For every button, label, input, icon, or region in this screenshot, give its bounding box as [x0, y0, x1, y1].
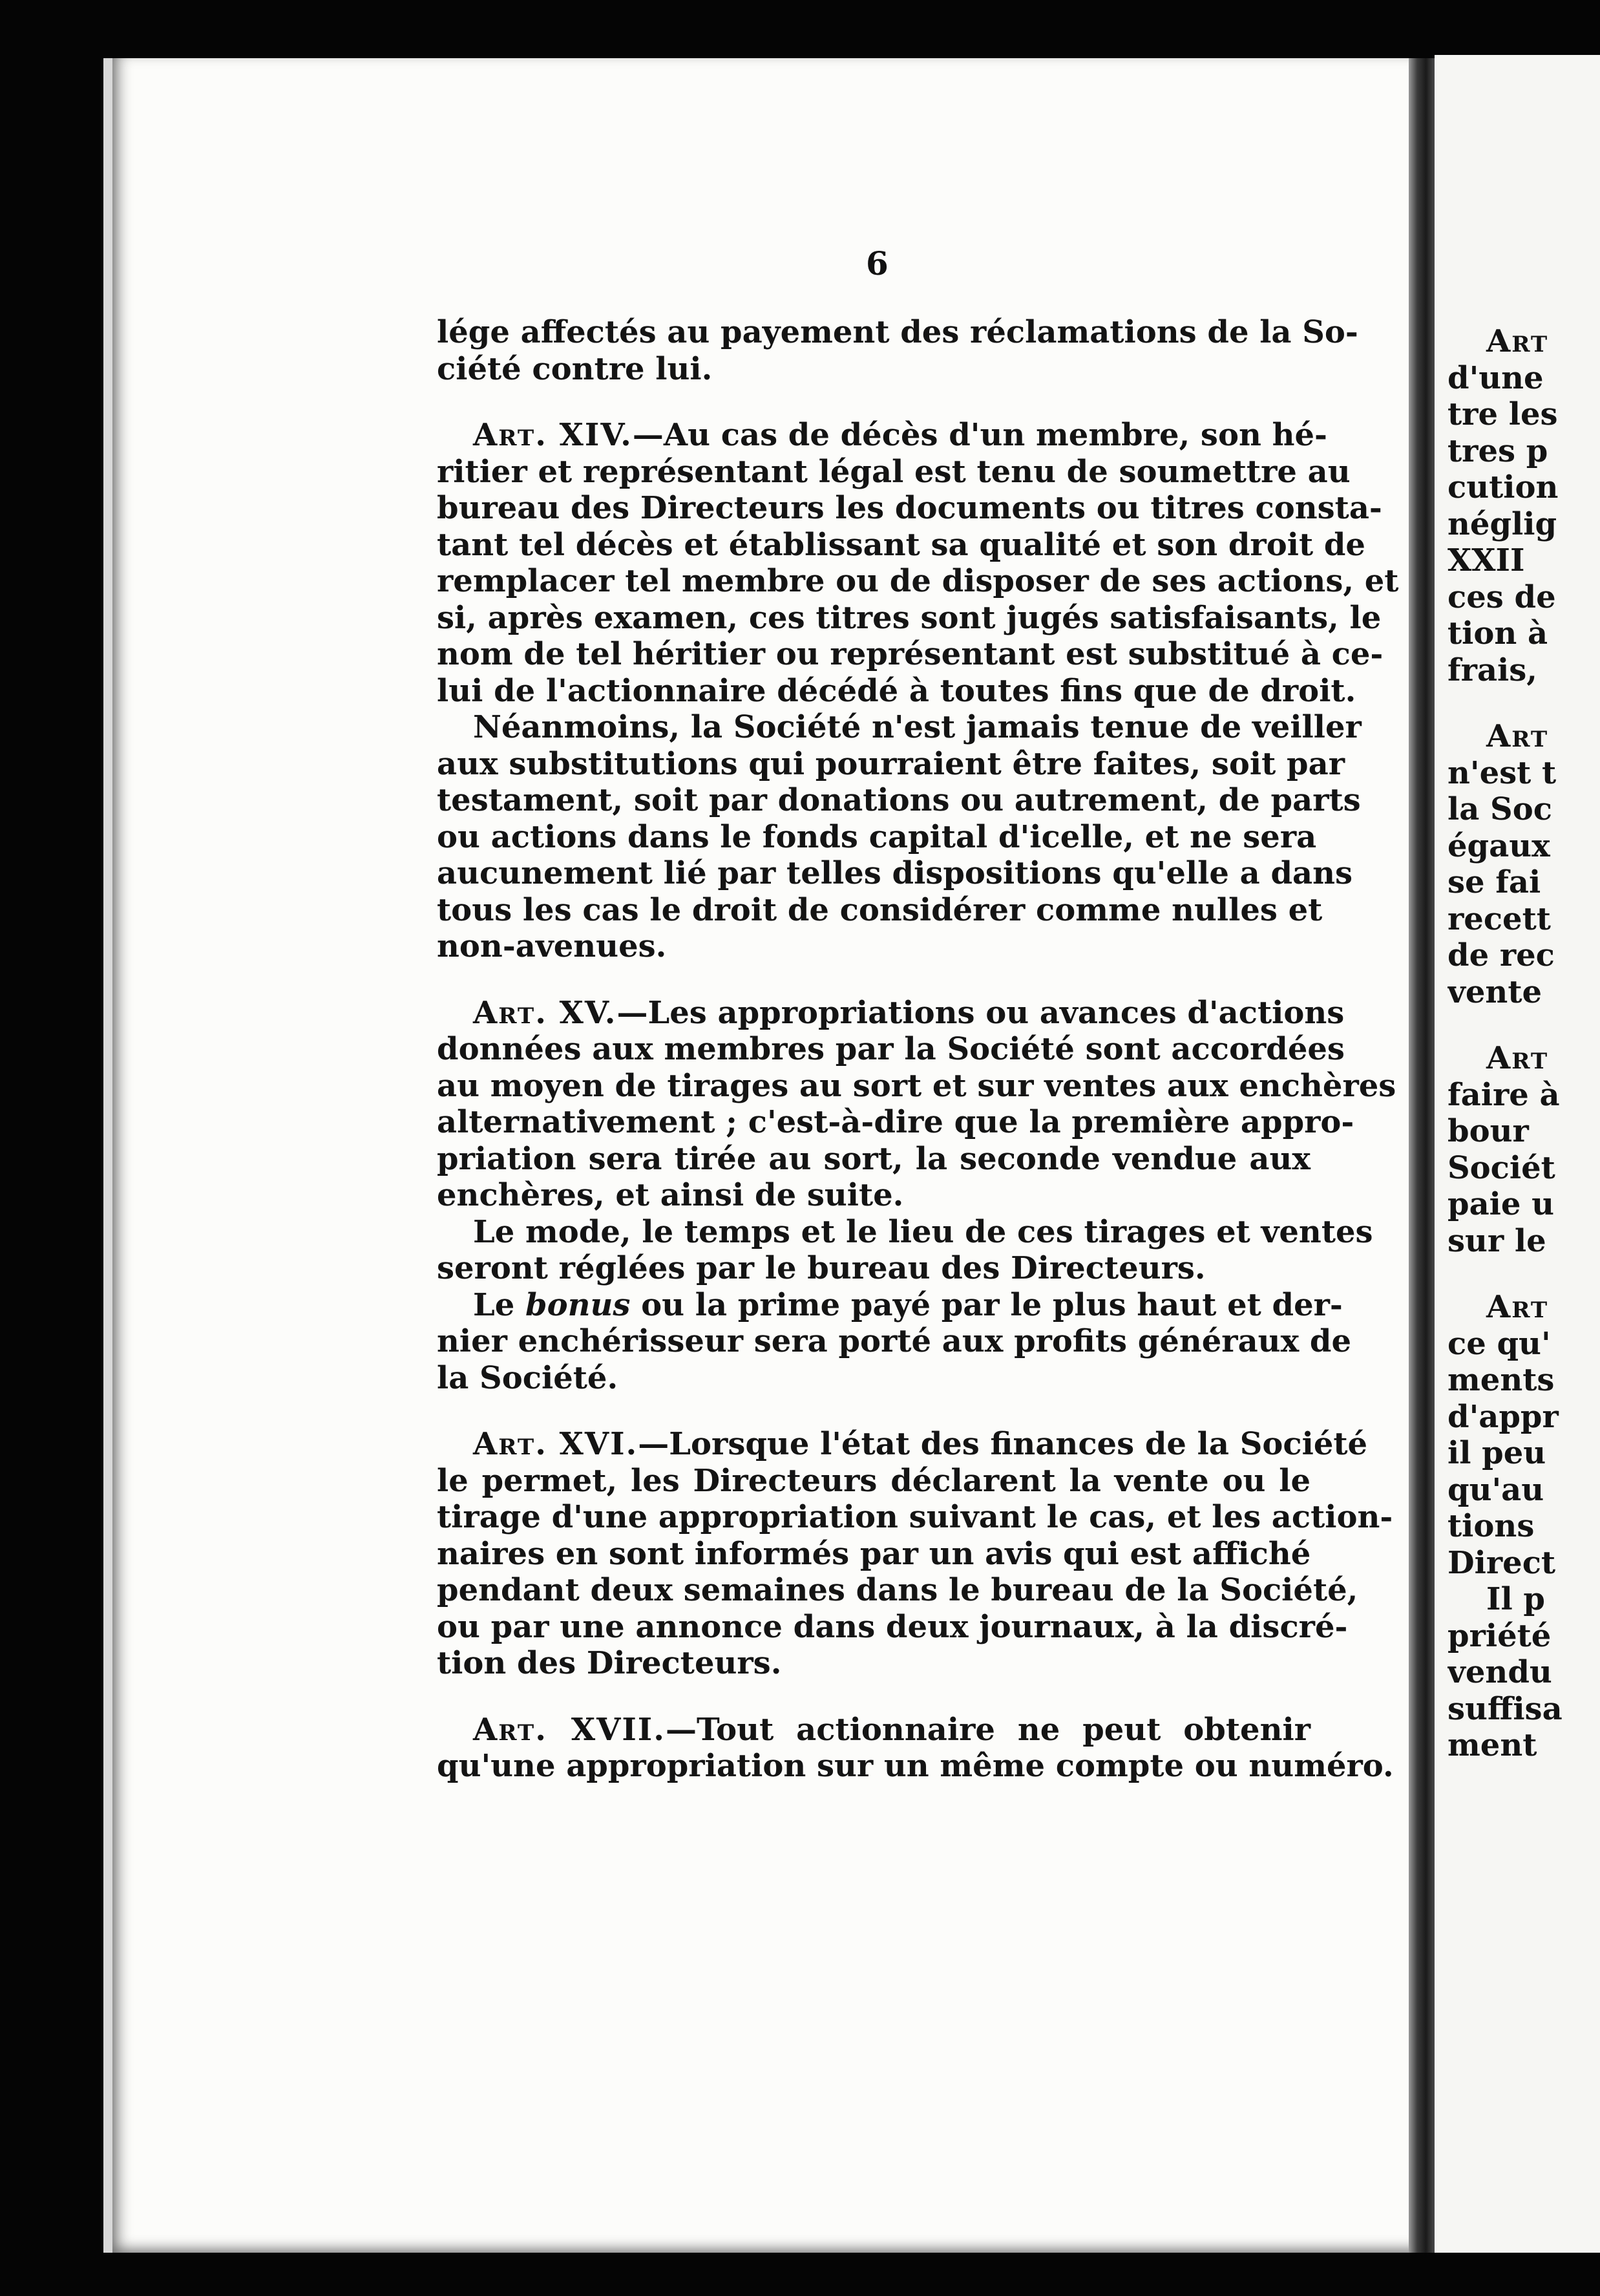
- text-line: tion des Directeurs.: [437, 1645, 782, 1681]
- text-line: d'une: [1447, 359, 1544, 396]
- text-line: lui de l'actionnaire décédé à toutes fins que de droit.: [437, 672, 1356, 709]
- text-line: Néanmoins, la Société n'est jamais tenue de veiller: [473, 709, 1362, 745]
- text-line: bour: [1447, 1113, 1529, 1149]
- text-line: Direct: [1447, 1544, 1556, 1581]
- text-line: égaux: [1447, 827, 1550, 864]
- text-line-fragment: —Au cas de décès d'un membre, son hé-: [632, 417, 1327, 453]
- text-line: au moyen de tirages au sort et sur ventes aux enchères: [437, 1067, 1396, 1104]
- text-line: testament, soit par donations ou autrement, de parts: [437, 782, 1361, 818]
- text-line: Sociét: [1447, 1149, 1555, 1186]
- main-text-block: [437, 314, 1399, 1785]
- text-line: aux substitutions qui pourraient être faites, soit par: [437, 745, 1345, 782]
- text-line-fragment: —Lorsque l'état des finances de la Société: [638, 1426, 1368, 1462]
- text-line: ment: [1447, 1727, 1537, 1763]
- text-line: pendant deux semaines dans le bureau de la Société,: [437, 1572, 1358, 1608]
- text-line: vendu: [1447, 1654, 1552, 1690]
- text-line: ou actions dans le fonds capital d'icelle, et ne sera: [437, 818, 1317, 855]
- text-line: Art: [1486, 718, 1549, 754]
- text-line: n'est t: [1447, 754, 1557, 791]
- text-line: de rec: [1447, 937, 1555, 973]
- text-line: ce qu': [1447, 1325, 1551, 1362]
- text-line-fragment: Le: [473, 1286, 525, 1323]
- bonus-line: [437, 1286, 1343, 1324]
- text-line: si, après examen, ces titres sont jugés satisfaisants, le: [437, 599, 1382, 636]
- text-line: nom de tel héritier ou représentant est substitué à ce-: [437, 636, 1384, 672]
- text-line: Il p: [1486, 1581, 1545, 1617]
- text-line: nier enchérisseur sera porté aux profits généraux de: [437, 1323, 1351, 1359]
- article-xvii-label: Art. XVII.: [473, 1711, 666, 1748]
- text-line: d'appr: [1447, 1398, 1559, 1435]
- article-xvi-label: Art. XVI.: [473, 1426, 638, 1462]
- text-line: la Société.: [437, 1359, 618, 1396]
- text-line: faire à: [1447, 1076, 1560, 1113]
- text-line: tous les cas le droit de considérer comme nulles et: [437, 891, 1323, 928]
- text-line: ciété contre lui.: [437, 350, 713, 387]
- text-line: tions: [1447, 1508, 1535, 1544]
- text-line: ritier et représentant légal est tenu de soumettre au: [437, 453, 1351, 490]
- text-line: tant tel décès et établissant sa qualité et son droit de: [437, 526, 1365, 563]
- bonus-italic: bonus: [525, 1286, 631, 1323]
- book-gutter: [1409, 58, 1435, 2253]
- article-xvii-first-line: [437, 1712, 1311, 1749]
- text-line: cution: [1447, 469, 1559, 505]
- text-line: Art: [1486, 1040, 1549, 1076]
- article-xiv-label: Art. XIV.: [473, 417, 633, 453]
- text-line: frais,: [1447, 652, 1538, 688]
- text-line: tres p: [1447, 432, 1548, 469]
- text-line: tre les: [1447, 396, 1558, 432]
- page-number: 6: [866, 244, 889, 282]
- text-line: remplacer tel membre ou de disposer de ses actions, et: [437, 563, 1399, 599]
- text-line: vente: [1447, 973, 1542, 1010]
- text-line: recett: [1447, 900, 1551, 937]
- text-line: priété: [1447, 1617, 1552, 1654]
- text-line: bureau des Directeurs les documents ou titres consta-: [437, 490, 1382, 526]
- text-line-fragment: —Les appropriations ou avances d'actions: [616, 994, 1345, 1031]
- text-line: il peu: [1447, 1435, 1546, 1471]
- text-line-fragment: —Tout actionnaire ne peut obtenir: [665, 1711, 1311, 1748]
- text-line: tirage d'une appropriation suivant le cas, et les action-: [437, 1499, 1393, 1535]
- text-line: Art: [1486, 323, 1549, 359]
- text-line: données aux membres par la Société sont accordées: [437, 1031, 1345, 1067]
- text-line: aucunement lié par telles dispositions qu'elle a dans: [437, 855, 1353, 891]
- text-line: ou par une annonce dans deux journaux, à la discré-: [437, 1608, 1348, 1645]
- article-xv-first-line: [437, 994, 1345, 1032]
- text-line: non-avenues.: [437, 928, 667, 964]
- text-line: sur le: [1447, 1222, 1546, 1259]
- text-line: ces de: [1447, 579, 1556, 615]
- text-line: Le mode, le temps et le lieu de ces tirages et ventes: [473, 1213, 1373, 1250]
- text-line: paie u: [1447, 1186, 1555, 1222]
- text-line: seront réglées par le bureau des Directeurs.: [437, 1250, 1206, 1286]
- text-line: suffisa: [1447, 1690, 1563, 1727]
- text-line: se fai: [1447, 864, 1541, 900]
- text-line: qu'une appropriation sur un même compte ou numéro.: [437, 1748, 1394, 1784]
- text-line: le permet, les Directeurs déclarent la vente ou le: [437, 1462, 1311, 1499]
- text-line: la Soc: [1447, 791, 1552, 827]
- text-line: Art: [1486, 1289, 1549, 1325]
- article-xvi-first-line: [437, 1426, 1368, 1463]
- text-line: alternativement ; c'est-à-dire que la première appro-: [437, 1104, 1354, 1140]
- article-xiv-first-line: [437, 417, 1327, 454]
- text-line: XXII: [1447, 542, 1525, 579]
- text-line: qu'au: [1447, 1471, 1544, 1508]
- text-line: ments: [1447, 1362, 1555, 1398]
- article-xv-label: Art. XV.: [473, 994, 617, 1031]
- right-page-text: [1447, 323, 1600, 1764]
- text-line: priation sera tirée au sort, la seconde vendue aux: [437, 1140, 1311, 1177]
- text-line: néglig: [1447, 505, 1557, 542]
- text-line: naires en sont informés par un avis qui est affiché: [437, 1535, 1311, 1572]
- text-line: lége affectés au payement des réclamations de la So-: [437, 314, 1358, 350]
- text-line-fragment: ou la prime payé par le plus haut et der-: [630, 1286, 1343, 1323]
- text-line: tion à: [1447, 615, 1548, 652]
- text-line: enchères, et ainsi de suite.: [437, 1177, 904, 1213]
